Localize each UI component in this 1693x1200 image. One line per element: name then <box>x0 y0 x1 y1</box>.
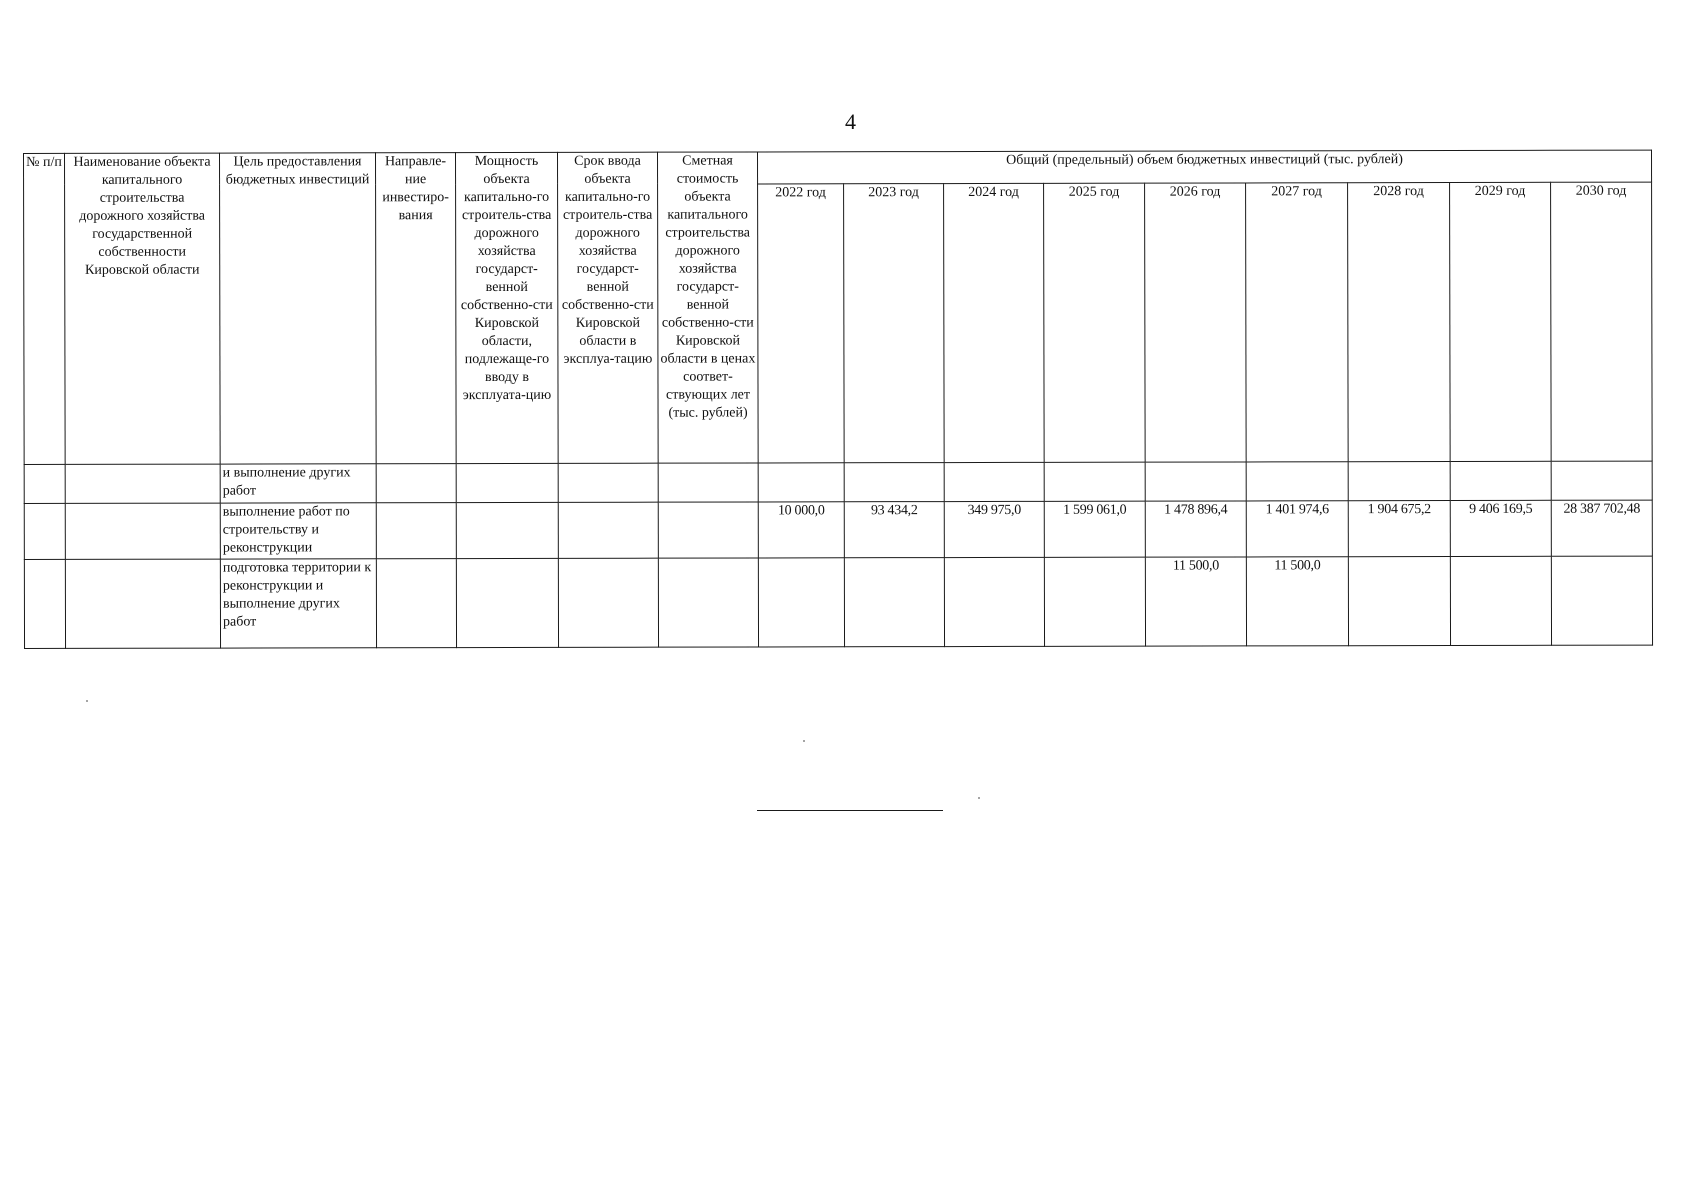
cell-value <box>1551 461 1652 500</box>
header-year: 2027 год <box>1246 182 1349 462</box>
cell-purpose: и выполнение других работ <box>220 464 376 503</box>
cell-capacity <box>456 502 558 558</box>
cell-value <box>758 558 844 647</box>
cell-capacity <box>456 463 558 502</box>
scan-speck <box>803 740 805 742</box>
cell-value <box>1551 556 1652 645</box>
cell-direction <box>376 464 456 503</box>
cell-value <box>1246 462 1348 501</box>
table-row <box>24 461 1652 503</box>
cell-capacity <box>456 558 558 647</box>
cell-purpose: выполнение работ по строительству и реконструкции <box>220 503 376 559</box>
cell-value <box>1044 557 1145 646</box>
cell-num <box>24 503 65 559</box>
cell-value <box>944 462 1044 501</box>
cell-commission-date <box>558 558 658 647</box>
header-estimated-cost: Сметная стоимость объекта капитального строительства дорожного хозяйства государст-венной собственно-сти Кировской области в ценах соответ-ствующих лет (тыс. рублей) <box>657 152 758 463</box>
cell-purpose: подготовка территории к реконструкции и выполнение других работ <box>220 559 376 648</box>
header-total-volume: Общий (предельный) объем бюджетных инвестиций (тыс. рублей) <box>757 150 1651 184</box>
closing-line <box>757 810 943 811</box>
cell-value <box>1348 462 1450 501</box>
cell-direction <box>376 503 456 559</box>
header-purpose: Цель предоставления бюджетных инвестиций <box>220 153 377 464</box>
header-year: 2028 год <box>1348 182 1451 462</box>
cell-value: 9 406 169,5 <box>1450 500 1551 556</box>
cell-direction <box>376 559 456 648</box>
budget-investment-table <box>23 150 1653 649</box>
cell-estimated-cost <box>658 463 758 502</box>
scan-speck <box>86 700 88 702</box>
cell-value: 1 478 896,4 <box>1145 501 1246 557</box>
cell-value <box>1348 557 1450 646</box>
cell-value <box>1450 461 1551 500</box>
header-direction: Направле-ние инвестиро-вания <box>376 153 457 464</box>
header-year: 2022 год <box>758 183 845 462</box>
header-year: 2030 год <box>1551 182 1653 462</box>
cell-value: 28 387 702,48 <box>1551 500 1652 556</box>
cell-value <box>1450 556 1551 645</box>
cell-value <box>844 558 944 647</box>
header-year: 2029 год <box>1450 182 1552 462</box>
cell-value: 11 500,0 <box>1246 557 1348 646</box>
cell-value: 10 000,0 <box>758 502 844 558</box>
cell-value: 1 599 061,0 <box>1044 501 1145 557</box>
header-row-main <box>24 150 1652 185</box>
header-year: 2024 год <box>944 183 1045 463</box>
cell-value <box>844 463 944 502</box>
cell-estimated-cost <box>658 502 758 558</box>
cell-value <box>1145 462 1246 501</box>
cell-value <box>758 463 844 502</box>
cell-value: 1 904 675,2 <box>1348 501 1450 557</box>
header-object-name: Наименование объекта капитального строительства дорожного хозяйства государственной собственности Кировской области <box>65 153 221 464</box>
cell-value: 1 401 974,6 <box>1246 501 1348 557</box>
cell-value: 93 434,2 <box>844 502 944 558</box>
cell-value <box>1044 462 1145 501</box>
table-row <box>24 556 1652 648</box>
cell-object-name <box>65 559 220 648</box>
header-year: 2025 год <box>1044 183 1146 463</box>
header-year: 2026 год <box>1145 183 1247 463</box>
table-row <box>24 500 1652 559</box>
cell-value: 11 500,0 <box>1145 557 1246 646</box>
cell-commission-date <box>558 502 658 558</box>
cell-object-name <box>65 464 220 503</box>
cell-value <box>944 557 1044 646</box>
cell-num <box>24 559 65 648</box>
header-capacity: Мощность объекта капитально-го строитель-ства дорожного хозяйства государст-венной собственно-сти Кировской области, подлежаще-го вводу в эксплуата-цию <box>456 152 559 463</box>
cell-num <box>24 464 65 503</box>
scan-speck <box>978 797 980 799</box>
page-number: 4 <box>845 109 856 134</box>
header-year: 2023 год <box>844 183 945 463</box>
header-commission-date: Срок ввода объекта капитально-го строитель-ства дорожного хозяйства государст-венной собственно-сти Кировской области в эксплуа-тацию <box>557 152 658 463</box>
cell-value: 349 975,0 <box>944 501 1044 557</box>
cell-object-name <box>65 503 220 559</box>
header-num: № п/п <box>24 153 66 464</box>
cell-commission-date <box>558 463 658 502</box>
cell-estimated-cost <box>658 558 758 647</box>
